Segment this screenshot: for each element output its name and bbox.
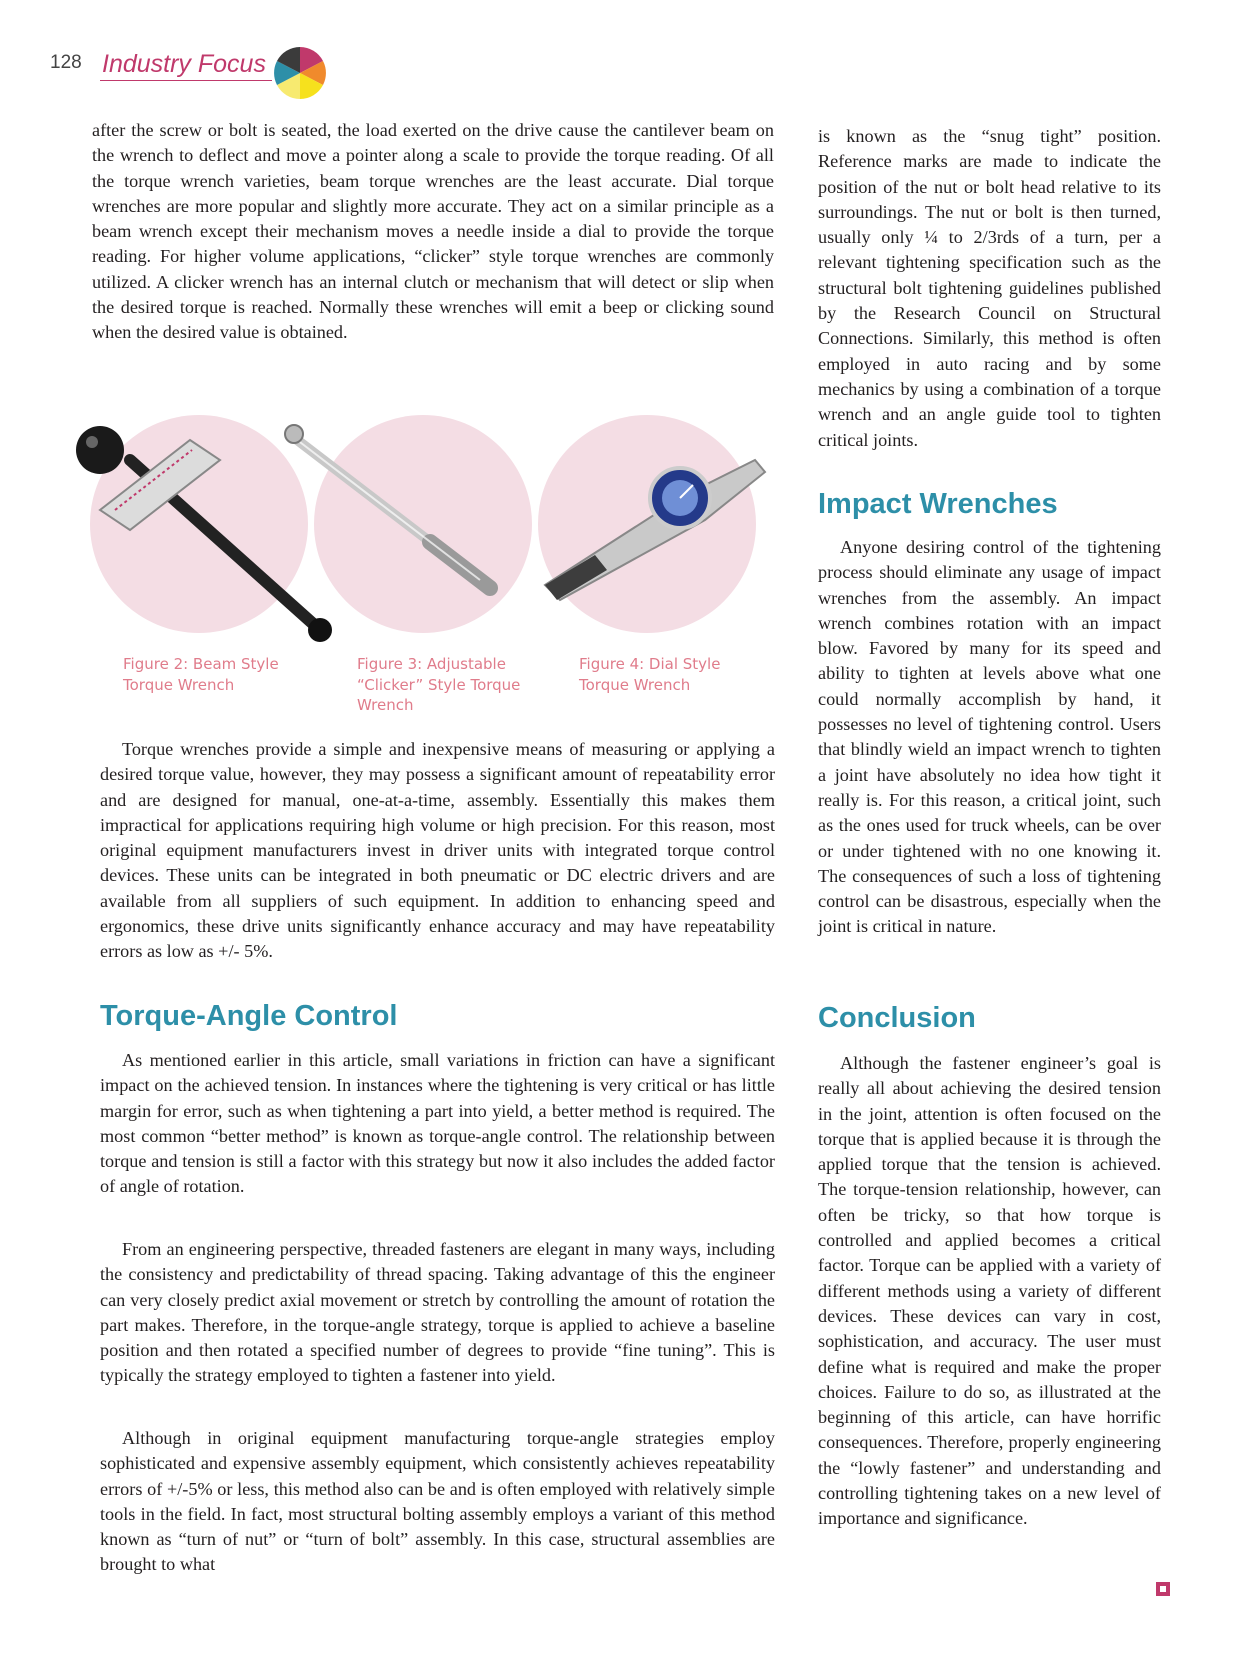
paragraph-oem-strategies: Although in original equipment manufacturing torque-angle strategies employ sophisticated and expensive assembly equipment, which consistently achieves repeatability errors of +/-5% or less, this method also can be and is often employed with relatively simple tools in the field. In fact, most structural bolting assembly employs a variant of this method known as “turn of nut” or “turn of bolt” assembly. In this case, structural assemblies are brought to what	[100, 1428, 775, 1575]
paragraph-driver-units: Torque wrenches provide a simple and inexpensive means of measuring or applying a desired torque value, however, they may possess a significant amount of repeatability error and are designed for manual, one-at-a-time, assembly. Essentially this makes them impractical for applications requiring high volume or high precision. For this reason, most original equipment manufacturers invest in driver units with integrated torque control devices. These units can be integrated in both pneumatic or DC electric drivers and are available from all suppliers of such equipment. In addition to enhancing speed and ergonomics, these drive units significantly enhance accuracy and may have repeatability errors as low as +/- 5%.	[100, 739, 775, 962]
dial-wrench-image	[535, 450, 775, 600]
section-title: Industry Focus	[102, 50, 266, 78]
figure-3-caption: Figure 3: Adjustable “Clicker” Style Torque Wrench	[357, 655, 521, 714]
heading-impact-wrenches: Impact Wrenches	[818, 488, 1058, 520]
paragraph-engineering-perspective: From an engineering perspective, threaded fasteners are elegant in many ways, including the consistency and predictability of thread spacing. Taking advantage of this the engineer can very closely predict axial movement or stretch by controlling the amount of rotation the part makes. Therefore, in the torque-angle strategy, torque is applied to achieve a baseline position and then rotated a specified number of degrees to provide “fine tuning”. This is typically the strategy employed to tighten a fastener into yield.	[100, 1239, 775, 1386]
color-wheel-logo-icon	[273, 43, 327, 103]
heading-torque-angle-control: Torque-Angle Control	[100, 1000, 398, 1032]
header-rule	[100, 80, 272, 81]
figure-2-caption: Figure 2: Beam Style Torque Wrench	[123, 655, 279, 694]
figure-4-caption: Figure 4: Dial Style Torque Wrench	[579, 655, 721, 694]
clicker-wrench-image	[280, 420, 530, 600]
paragraph-snug-tight: is known as the “snug tight” position. Reference marks are made to indicate the position of the nut or bolt head relative to its surroundings. The nut or bolt is then turned, usually only ¼ to 2/3rds of a turn, per a relevant tightening specification such as the structural bolt tightening guidelines published by the Research Council on Structural Connections. Similarly, this method is often employed in auto racing and by some mechanics by using a combination of a torque wrench and an angle guide tool to tighten critical joints.	[818, 126, 1161, 450]
paragraph-conclusion: Although the fastener engineer’s goal is really all about achieving the desired tension in the joint, attention is often focused on the torque that is applied because it is through the applied torque that the tension is achieved. The torque-tension relationship, however, can often be tricky, so that how torque is controlled and applied becomes a critical factor. Torque can be applied with a variety of different methods using a variety of different devices. These devices can vary in cost, sophistication, and accuracy. The user must define what is required and make the proper choices. Failure to do so, as illustrated at the beginning of this article, can have horrific consequences. Therefore, properly engineering the “lowly fastener” and understanding and controlling tightening takes on a new level of importance and significance.	[818, 1053, 1161, 1529]
heading-conclusion: Conclusion	[818, 1002, 976, 1034]
paragraph-impact-wrenches: Anyone desiring control of the tightening process should eliminate any usage of impact wrenches from the assembly. An impact wrench combines rotation with an impact blow. Favored by many for its speed and ability to tighten at levels above what one could normally accomplish by hand, it possesses no level of tightening control. Users that blindly wield an impact wrench to tighten a joint have absolutely no idea how tight it really is. For this reason, a critical joint, such as the ones used for truck wheels, can be over or under tightened with no one knowing it. The consequences of such a loss of tightening control can be disastrous, especially when the joint is critical in nature.	[818, 537, 1161, 937]
article-end-mark	[1156, 1582, 1170, 1596]
paragraph-torque-angle-intro: As mentioned earlier in this article, small variations in friction can have a significant impact on the achieved tension. In instances where the tightening is very critical or has little margin for error, such as when tightening a part into yield, a better method is required. The most common “better method” is known as torque-angle control. The relationship between torque and tension is still a factor with this strategy but now it also includes the added factor of angle of rotation.	[100, 1050, 775, 1197]
paragraph-wrench-types: after the screw or bolt is seated, the load exerted on the drive cause the cantilever beam on the wrench to deflect and move a pointer along a scale to provide the torque reading. Of all the torque wrench varieties, beam torque wrenches are the least accurate. Dial torque wrenches are more popular and slightly more accurate. They act on a similar principle as a beam wrench except their mechanism moves a needle inside a dial to provide the torque reading. For higher volume applications, “clicker” style torque wrenches are commonly utilized. A clicker wrench has an internal clutch or mechanism that will detect or slip when the desired torque is reached. Normally these wrenches will emit a beep or clicking sound when the desired value is obtained.	[92, 120, 774, 343]
page-number: 128	[50, 52, 82, 73]
